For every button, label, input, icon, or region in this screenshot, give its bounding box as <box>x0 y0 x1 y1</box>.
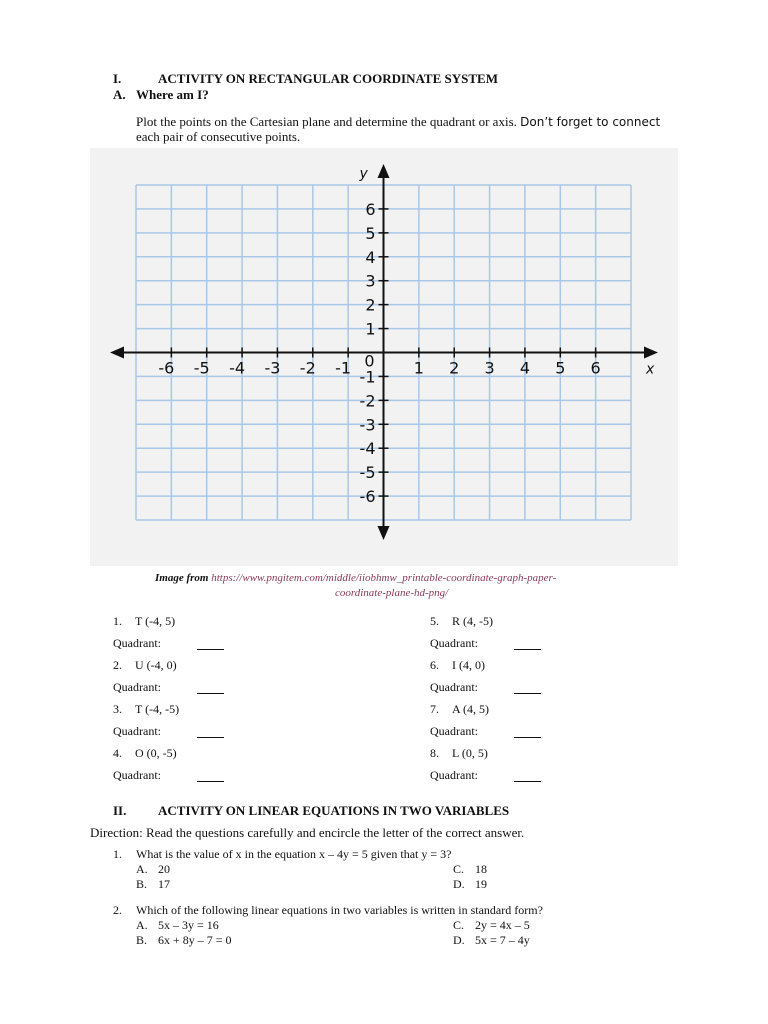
answer-choice[interactable] <box>136 877 170 892</box>
point-number: 6. <box>430 658 439 672</box>
y-tick-label: 5 <box>365 223 376 243</box>
point-label: U (-4, 0) <box>135 658 177 672</box>
coordinate-plane-image <box>90 148 678 566</box>
y-tick-label: 2 <box>365 295 376 315</box>
y-tick-label: -5 <box>359 463 376 483</box>
point-label: A (4, 5) <box>452 702 489 716</box>
source-link[interactable]: https://www.pngitem.com/middle/iiobhmw_printable-coordinate-graph-paper- <box>211 572 557 584</box>
choice-letter: A. <box>136 918 148 932</box>
answer-choice[interactable] <box>136 918 219 933</box>
y-tick-label: -3 <box>359 415 376 435</box>
point-number: 1. <box>113 614 122 628</box>
point-number: 3. <box>113 702 122 716</box>
answer-choice[interactable] <box>453 862 487 877</box>
point-number: 2. <box>113 658 122 672</box>
x-axis-label: x <box>646 361 655 378</box>
point-number: 5. <box>430 614 439 628</box>
x-tick-label: 6 <box>590 358 601 378</box>
quadrant-answer-blank[interactable] <box>514 693 541 694</box>
answer-choice[interactable] <box>136 933 232 948</box>
y-axis-down-arrow-icon <box>378 526 390 540</box>
point-label: O (0, -5) <box>135 746 177 760</box>
point-label: T (-4, -5) <box>135 702 180 716</box>
x-tick-label: 4 <box>519 358 531 378</box>
quadrant-label: Quadrant: <box>430 680 478 694</box>
y-axis-label: y <box>359 166 368 182</box>
answer-choice[interactable] <box>453 918 530 933</box>
x-tick-label: -6 <box>158 358 175 378</box>
choice-letter: D. <box>453 933 465 947</box>
choice-text: 18 <box>475 862 487 876</box>
x-tick-label: -2 <box>299 358 316 378</box>
coordinate-plane <box>90 148 678 566</box>
instructions-line-2: each pair of consecutive points. <box>136 129 301 144</box>
point-label: I (4, 0) <box>452 658 485 672</box>
quadrant-answer-blank[interactable] <box>197 649 224 650</box>
question-text: What is the value of x in the equation x – 4y = 5 given that y = 3? <box>136 847 452 861</box>
answer-choice[interactable] <box>453 933 530 948</box>
choice-text: 5x – 3y = 16 <box>158 918 219 932</box>
x-tick-label: 2 <box>449 358 460 378</box>
quadrant-label: Quadrant: <box>113 724 161 738</box>
question-number: 2. <box>113 903 122 917</box>
quadrant-answer-blank[interactable] <box>197 781 224 782</box>
quadrant-label: Quadrant: <box>430 724 478 738</box>
quadrant-label: Quadrant: <box>113 680 161 694</box>
quadrant-label: Quadrant: <box>430 636 478 650</box>
x-tick-label: -3 <box>264 358 281 378</box>
x-tick-label: -1 <box>335 358 352 378</box>
source-link-continued[interactable]: coordinate-plane-hd-png/ <box>335 587 449 599</box>
quadrant-label: Quadrant: <box>113 636 161 650</box>
section-2-number: II. <box>113 803 127 818</box>
choice-text: 2y = 4x – 5 <box>475 918 530 932</box>
choice-letter: A. <box>136 862 148 876</box>
y-tick-label: 4 <box>365 247 376 267</box>
direction-text: Direction: Read the questions carefully and encircle the letter of the correct answer. <box>90 825 525 840</box>
quadrant-label: Quadrant: <box>430 768 478 782</box>
x-tick-label: 1 <box>413 358 424 378</box>
x-tick-label: -4 <box>229 358 246 378</box>
point-number: 4. <box>113 746 122 760</box>
quadrant-answer-blank[interactable] <box>197 693 224 694</box>
question-number: 1. <box>113 847 122 861</box>
section-2-title: ACTIVITY ON LINEAR EQUATIONS IN TWO VARIABLES <box>158 803 510 818</box>
instructions-line-1 <box>136 114 660 130</box>
question-text: Which of the following linear equations in two variables is written in standard form? <box>136 903 543 917</box>
quadrant-answer-blank[interactable] <box>514 781 541 782</box>
choice-text: 5x = 7 – 4y <box>475 933 530 947</box>
choice-text: 19 <box>475 877 487 891</box>
x-axis-right-arrow-icon <box>644 347 658 359</box>
y-tick-label: -4 <box>359 439 376 459</box>
image-caption <box>155 572 556 584</box>
x-tick-label: 3 <box>484 358 495 378</box>
y-tick-label: 3 <box>365 271 376 291</box>
y-tick-label: -2 <box>359 391 376 411</box>
point-label: R (4, -5) <box>452 614 493 628</box>
y-tick-label: 6 <box>365 199 376 219</box>
choice-letter: B. <box>136 877 148 891</box>
choice-text: 20 <box>158 862 170 876</box>
answer-choice[interactable] <box>136 862 170 877</box>
point-label: L (0, 5) <box>452 746 488 760</box>
point-label: T (-4, 5) <box>135 614 176 628</box>
quadrant-label: Quadrant: <box>113 768 161 782</box>
section-1-number: I. <box>113 71 122 86</box>
x-tick-label: 5 <box>555 358 566 378</box>
choice-text: 6x + 8y – 7 = 0 <box>158 933 232 947</box>
choice-letter: C. <box>453 918 465 932</box>
choice-letter: D. <box>453 877 465 891</box>
y-tick-label: 1 <box>365 319 376 339</box>
quadrant-answer-blank[interactable] <box>514 649 541 650</box>
point-number: 8. <box>430 746 439 760</box>
section-1-title: ACTIVITY ON RECTANGULAR COORDINATE SYSTEM <box>158 71 498 86</box>
x-tick-label: -5 <box>193 358 210 378</box>
choice-letter: B. <box>136 933 148 947</box>
y-tick-label: -6 <box>359 487 376 507</box>
caption-prefix: Image from <box>155 572 209 584</box>
x-axis-left-arrow-icon <box>110 347 124 359</box>
subsection-a-letter: A. <box>113 87 126 102</box>
quadrant-answer-blank[interactable] <box>197 737 224 738</box>
choice-text: 17 <box>158 877 170 891</box>
point-number: 7. <box>430 702 439 716</box>
instructions-dont-forget: Don’t forget to connect <box>520 115 661 129</box>
subsection-a-title: Where am I? <box>136 87 209 102</box>
quadrant-answer-blank[interactable] <box>514 737 541 738</box>
y-tick-label: -1 <box>359 367 376 387</box>
choice-letter: C. <box>453 862 465 876</box>
instructions-text: Plot the points on the Cartesian plane and determine the quadrant or axis. <box>136 114 517 129</box>
answer-choice[interactable] <box>453 877 487 892</box>
origin-label: 0 <box>364 351 375 371</box>
y-axis-up-arrow-icon <box>378 164 390 178</box>
